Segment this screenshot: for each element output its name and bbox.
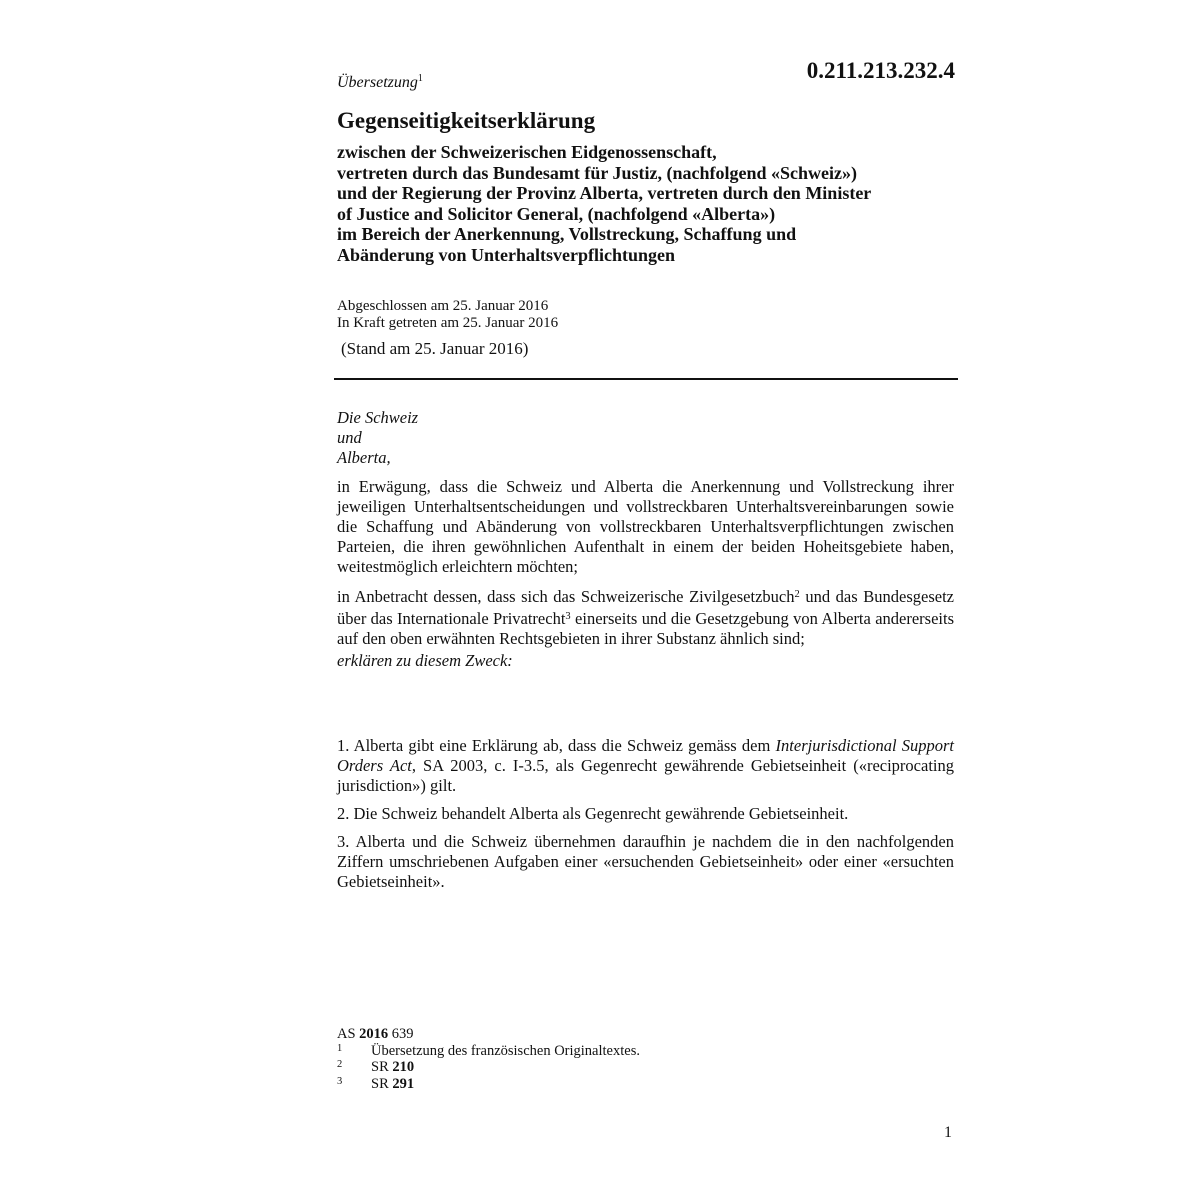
status-date: (Stand am 25. Januar 2016)	[341, 339, 529, 358]
article-item-2: 2. Die Schweiz behandelt Alberta als Gegenrecht gewährende Gebietseinheit.	[337, 804, 849, 823]
as-reference	[337, 1026, 640, 1043]
subtitle-line: zwischen der Schweizerischen Eidgenossenschaft,	[337, 142, 717, 162]
subtitle-line: im Bereich der Anerkennung, Vollstreckung, Schaffung und	[337, 224, 797, 244]
footnote-sr-number[interactable]: 210	[392, 1059, 415, 1075]
footnote-text: SR	[371, 1075, 389, 1092]
preamble-paragraph-2	[337, 585, 954, 649]
footnote-number: 3	[337, 1075, 343, 1087]
page-number: 1	[944, 1124, 952, 1141]
footnote-ref-2[interactable]: 2	[794, 589, 800, 600]
act-title: Interjurisdictional Support Orders Act	[337, 736, 955, 775]
footnote-text: SR	[371, 1059, 389, 1075]
as-page: 639	[391, 1026, 414, 1042]
articles	[337, 736, 954, 900]
article-item-3: 3. Alberta und die Schweiz übernehmen daraufhin je nachdem die in den nachfolgenden Ziffern umschriebenen Aufgaben einer «ersuchenden Gebietseinheit» oder einer «ersuchten Gebietseinheit».	[337, 832, 954, 891]
parties	[337, 408, 954, 468]
divider-rule	[334, 378, 958, 380]
footnote-ref-3[interactable]: 3	[565, 611, 571, 622]
party-conjunction: und	[337, 428, 362, 447]
preamble-paragraph-1: in Erwägung, dass die Schweiz und Alberta die Anerkennung und Vollstreckung ihrer jeweiligen Unterhaltsentscheidungen und vollstreckbaren Unterhaltsvereinbarungen sowie die Schaffung und Abänderung von vollstreckbaren Unterhaltsverpflichtungen zwischen Parteien, die ihren gewöhnlichen Aufenthalt in einem der beiden Hoheitsgebiete haben, weitestmöglich erleichtern möchten;	[337, 477, 954, 576]
in-force-date: In Kraft getreten am 25. Januar 2016	[337, 314, 559, 331]
para2-text-c: einerseits und die Gesetzgebung von Alberta andererseits auf den oben erwähnten Rechtsgebieten in ihrer Substanz ähnlich sind;	[337, 609, 955, 648]
item1-text-b: , SA 2003, c. I-3.5, als Gegenrecht gewährende Gebietseinheit («reciprocating jurisdiction») gilt.	[337, 756, 954, 795]
footnote-number: 1	[337, 1042, 343, 1054]
para2-text-a: in Anbetracht dessen, dass sich das Schweizerische Zivilgesetzbuch	[337, 587, 795, 606]
subtitle-line: Abänderung von Unterhaltsverpflichtungen	[337, 244, 676, 265]
footnote	[337, 1059, 640, 1076]
document-subtitle	[337, 142, 967, 265]
translation-label	[337, 73, 423, 92]
declaration-line: erklären zu diesem Zweck:	[337, 651, 513, 670]
concluded-date: Abgeschlossen am 25. Januar 2016	[337, 298, 549, 314]
preamble	[337, 408, 954, 671]
para2-text-b: und das Bundesgesetz über das Internationale Privatrecht	[337, 587, 954, 628]
subtitle-line: vertreten durch das Bundesamt für Justiz, (nachfolgend «Schweiz»)	[337, 162, 858, 183]
item1-text-a: 1. Alberta gibt eine Erklärung ab, dass die Schweiz gemäss dem	[337, 736, 776, 755]
footnote-text: Übersetzung des französischen Originaltextes.	[371, 1042, 640, 1059]
translation-label-text: Übersetzung	[337, 74, 418, 91]
article-item-1	[337, 736, 954, 796]
footnote-number: 2	[337, 1059, 343, 1070]
footnote	[337, 1076, 640, 1093]
document-title: Gegenseitigkeitserklärung	[337, 108, 596, 133]
party-switzerland: Die Schweiz	[337, 408, 419, 427]
footnote-ref-1[interactable]: 1	[417, 73, 423, 84]
dates-block	[337, 298, 558, 331]
footnote-sr-number[interactable]: 291	[392, 1075, 415, 1092]
footnote	[337, 1043, 640, 1060]
subtitle-line: of Justice and Solicitor General, (nachfolgend «Alberta»)	[337, 203, 776, 224]
party-alberta: Alberta,	[337, 448, 391, 467]
footer	[337, 1026, 640, 1092]
as-prefix: AS	[337, 1026, 356, 1042]
sr-number: 0.211.213.232.4	[806, 58, 955, 83]
as-year: 2016	[359, 1026, 389, 1042]
subtitle-line: und der Regierung der Provinz Alberta, vertreten durch den Minister	[337, 183, 872, 203]
